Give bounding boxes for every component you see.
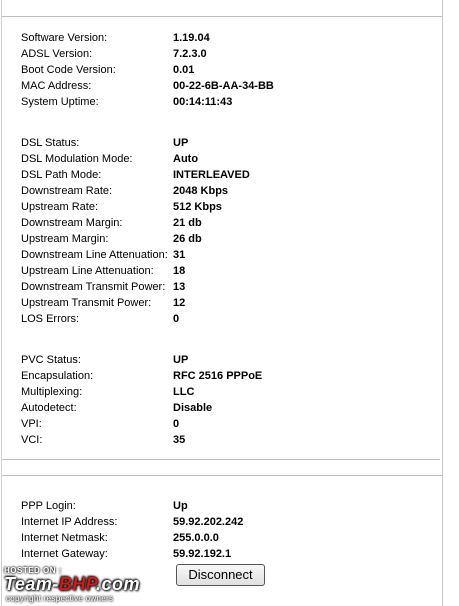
dsl-path-mode-value: INTERLEAVED	[173, 169, 250, 181]
internet-ip-address-label: Internet IP Address:	[21, 516, 118, 528]
vpi-value: 0	[173, 418, 180, 430]
upstream-margin-label: Upstream Margin:	[21, 233, 109, 245]
downstream-transmit-power-label: Downstream Transmit Power:	[21, 281, 166, 293]
watermark-logo-com: .com	[96, 574, 141, 594]
watermark-logo-team: Team-	[4, 574, 59, 594]
pvc-status-value: UP	[173, 354, 189, 366]
multiplexing-label: Multiplexing:	[21, 386, 83, 398]
upstream-rate-label: Upstream Rate:	[21, 201, 99, 213]
upstream-line-attenuation-label: Upstream Line Attenuation:	[21, 265, 154, 277]
dsl-status-label: DSL Status:	[21, 137, 80, 149]
downstream-rate-value: 2048 Kbps	[173, 185, 229, 197]
mac-address-value: 00-22-6B-AA-34-BB	[173, 80, 274, 92]
dsl-modulation-mode-label: DSL Modulation Mode:	[21, 153, 133, 165]
autodetect-label: Autodetect:	[21, 402, 77, 414]
system-uptime-value: 00:14:11:43	[173, 96, 233, 108]
downstream-line-attenuation-label: Downstream Line Attenuation:	[21, 249, 168, 261]
adsl-version-value: 7.2.3.0	[173, 48, 207, 60]
los-errors-label: LOS Errors:	[21, 313, 80, 325]
dsl-status-value: UP	[173, 137, 189, 149]
pvc-status-label: PVC Status:	[21, 354, 81, 366]
vci-label: VCI:	[21, 434, 43, 446]
upstream-transmit-power-value: 12	[173, 297, 186, 309]
adsl-version-label: ADSL Version:	[21, 48, 93, 60]
right-border	[442, 0, 443, 606]
multiplexing-value: LLC	[173, 386, 195, 398]
upstream-rate-value: 512 Kbps	[173, 201, 222, 213]
encapsulation-value: RFC 2516 PPPoE	[173, 370, 263, 382]
downstream-line-attenuation-value: 31	[173, 249, 186, 261]
software-version-value: 1.19.04	[173, 32, 210, 44]
downstream-transmit-power-value: 13	[173, 281, 186, 293]
watermark-logo-bhp: BHP	[58, 574, 97, 594]
internet-netmask-label: Internet Netmask:	[21, 532, 108, 544]
encapsulation-label: Encapsulation:	[21, 370, 94, 382]
section-divider-ppp	[2, 459, 440, 460]
internet-ip-address-value: 59.92.202.242	[173, 516, 244, 528]
watermark-copyright: copyright respective owners	[6, 594, 114, 603]
boot-code-version-label: Boot Code Version:	[21, 64, 116, 76]
section-divider-ppp-inner	[2, 475, 443, 476]
downstream-margin-value: 21 db	[173, 217, 202, 229]
downstream-rate-label: Downstream Rate:	[21, 185, 113, 197]
mac-address-label: MAC Address:	[21, 80, 92, 92]
ppp-login-label: PPP Login:	[21, 500, 76, 512]
vpi-label: VPI:	[21, 418, 42, 430]
internet-netmask-value: 255.0.0.0	[173, 532, 219, 544]
upstream-margin-value: 26 db	[173, 233, 202, 245]
ppp-login-value: Up	[173, 500, 188, 512]
section-divider-top	[2, 16, 443, 17]
vci-value: 35	[173, 434, 186, 446]
watermark-logo	[4, 574, 140, 595]
upstream-line-attenuation-value: 18	[173, 265, 186, 277]
autodetect-value: Disable	[173, 402, 213, 414]
watermark	[4, 566, 194, 604]
upstream-transmit-power-label: Upstream Transmit Power:	[21, 297, 152, 309]
boot-code-version-value: 0.01	[173, 64, 195, 76]
internet-gateway-label: Internet Gateway:	[21, 548, 108, 560]
disconnect-button[interactable]: Disconnect	[176, 564, 265, 586]
left-border	[1, 0, 2, 606]
system-uptime-label: System Uptime:	[21, 96, 99, 108]
dsl-path-mode-label: DSL Path Mode:	[21, 169, 102, 181]
dsl-modulation-mode-value: Auto	[173, 153, 199, 165]
internet-gateway-value: 59.92.192.1	[173, 548, 232, 560]
los-errors-value: 0	[173, 313, 180, 325]
watermark-hosted-text: HOSTED ON :	[4, 566, 62, 575]
downstream-margin-label: Downstream Margin:	[21, 217, 123, 229]
software-version-label: Software Version:	[21, 32, 108, 44]
